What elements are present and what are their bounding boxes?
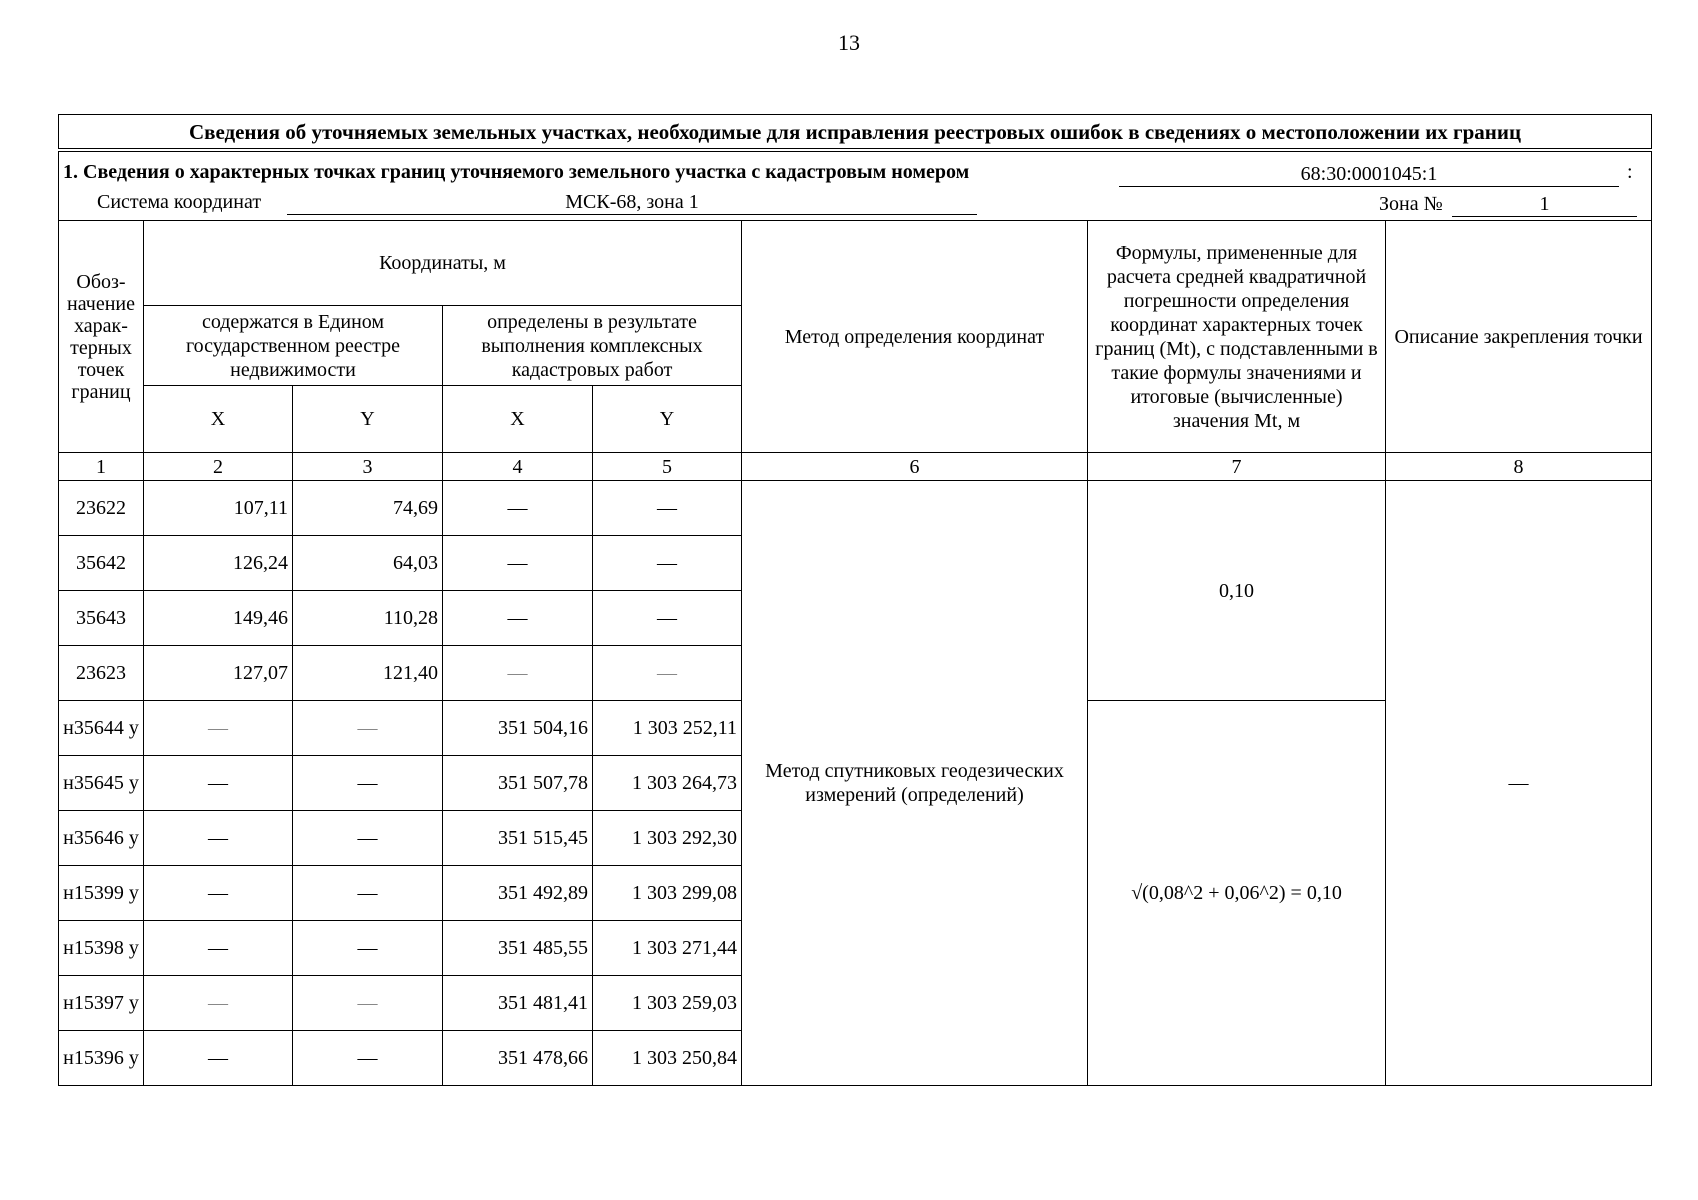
x-egrn: 127,07 (144, 646, 293, 701)
x-egrn: — (144, 756, 293, 811)
header-y-kkr: Y (593, 386, 742, 453)
x-kkr: — (443, 646, 593, 701)
y-kkr: — (593, 646, 742, 701)
point-designation: 23623 (59, 646, 144, 701)
header-method: Метод определения координат (742, 221, 1088, 453)
y-egrn: — (293, 756, 443, 811)
point-designation: н15397 у (59, 976, 144, 1031)
y-kkr: 1 303 264,73 (593, 756, 742, 811)
parcel-info (59, 150, 1652, 221)
y-kkr: 1 303 250,84 (593, 1031, 742, 1086)
header-coordinates: Координаты, м (144, 221, 742, 306)
col-number: 5 (593, 453, 742, 481)
col-number: 2 (144, 453, 293, 481)
y-kkr: 1 303 271,44 (593, 921, 742, 976)
x-kkr: — (443, 591, 593, 646)
y-egrn: 110,28 (293, 591, 443, 646)
mt-value-group2: √(0,08^2 + 0,06^2) = 0,10 (1088, 701, 1386, 1086)
point-designation: 35642 (59, 536, 144, 591)
point-designation: н35645 у (59, 756, 144, 811)
document-title: Сведения об уточняемых земельных участках, необходимые для исправления реестровых ошибок в сведениях о местоположении их границ (59, 115, 1652, 151)
col-number: 3 (293, 453, 443, 481)
point-designation: н15399 у (59, 866, 144, 921)
header-kkr: определены в результате выполнения комплексных кадастровых работ (443, 306, 742, 386)
x-egrn: — (144, 701, 293, 756)
y-egrn: 74,69 (293, 481, 443, 536)
y-egrn: — (293, 866, 443, 921)
description-value: — (1386, 481, 1652, 1086)
header-egrn: содержатся в Едином государственном реестре недвижимости (144, 306, 443, 386)
header-x-egrn: X (144, 386, 293, 453)
x-kkr: 351 515,45 (443, 811, 593, 866)
x-egrn: 126,24 (144, 536, 293, 591)
point-designation: н35646 у (59, 811, 144, 866)
boundary-points-table (58, 114, 1652, 1086)
x-kkr: 351 478,66 (443, 1031, 593, 1086)
mt-value-group1: 0,10 (1088, 481, 1386, 701)
point-designation: 23622 (59, 481, 144, 536)
header-y-egrn: Y (293, 386, 443, 453)
x-egrn: — (144, 866, 293, 921)
y-kkr: — (593, 481, 742, 536)
x-egrn: — (144, 976, 293, 1031)
x-kkr: 351 504,16 (443, 701, 593, 756)
cadastral-number: 68:30:0001045:1 (1119, 162, 1619, 187)
x-kkr: 351 481,41 (443, 976, 593, 1031)
col-number: 7 (1088, 453, 1386, 481)
point-designation: 35643 (59, 591, 144, 646)
x-kkr: 351 507,78 (443, 756, 593, 811)
col-number: 8 (1386, 453, 1652, 481)
x-kkr: 351 485,55 (443, 921, 593, 976)
y-egrn: — (293, 976, 443, 1031)
y-kkr: 1 303 259,03 (593, 976, 742, 1031)
x-egrn: 107,11 (144, 481, 293, 536)
coord-system-label: Система координат (97, 191, 262, 213)
colon: : (1627, 161, 1633, 183)
y-kkr: 1 303 292,30 (593, 811, 742, 866)
section-label: 1. Сведения о характерных точках границ уточняемого земельного участка с кадастровым номером (63, 161, 970, 183)
x-kkr: — (443, 481, 593, 536)
zone-number: 1 (1452, 192, 1637, 217)
y-egrn: — (293, 701, 443, 756)
y-egrn: 121,40 (293, 646, 443, 701)
point-designation: н15396 у (59, 1031, 144, 1086)
y-egrn: — (293, 1031, 443, 1086)
x-egrn: — (144, 811, 293, 866)
x-egrn: — (144, 921, 293, 976)
point-designation: н35644 у (59, 701, 144, 756)
y-kkr: — (593, 591, 742, 646)
x-kkr: 351 492,89 (443, 866, 593, 921)
point-designation: н15398 у (59, 921, 144, 976)
y-egrn: — (293, 811, 443, 866)
y-kkr: — (593, 536, 742, 591)
y-kkr: 1 303 299,08 (593, 866, 742, 921)
y-egrn: — (293, 921, 443, 976)
page-number: 13 (838, 30, 860, 55)
header-point-designation: Обоз-начение харак-терных точек границ (59, 221, 144, 453)
col-number: 4 (443, 453, 593, 481)
y-egrn: 64,03 (293, 536, 443, 591)
col-number: 6 (742, 453, 1088, 481)
x-kkr: — (443, 536, 593, 591)
method-value: Метод спутниковых геодезических измерений (определений) (742, 481, 1088, 1086)
y-kkr: 1 303 252,11 (593, 701, 742, 756)
col-number: 1 (59, 453, 144, 481)
header-description: Описание закрепления точки (1386, 221, 1652, 453)
document (58, 114, 1651, 1086)
x-egrn: 149,46 (144, 591, 293, 646)
zone-label: Зона № (1379, 193, 1443, 215)
header-x-kkr: X (443, 386, 593, 453)
header-formula: Формулы, примененные для расчета средней квадратичной погрешности определения координат характерных точек границ (Mt), с подставленными в такие формулы значениями и итоговые (вычисленные) значения Mt, м (1088, 221, 1386, 453)
table-row (59, 481, 1652, 536)
coord-system-value: МСК-68, зона 1 (287, 190, 977, 215)
x-egrn: — (144, 1031, 293, 1086)
